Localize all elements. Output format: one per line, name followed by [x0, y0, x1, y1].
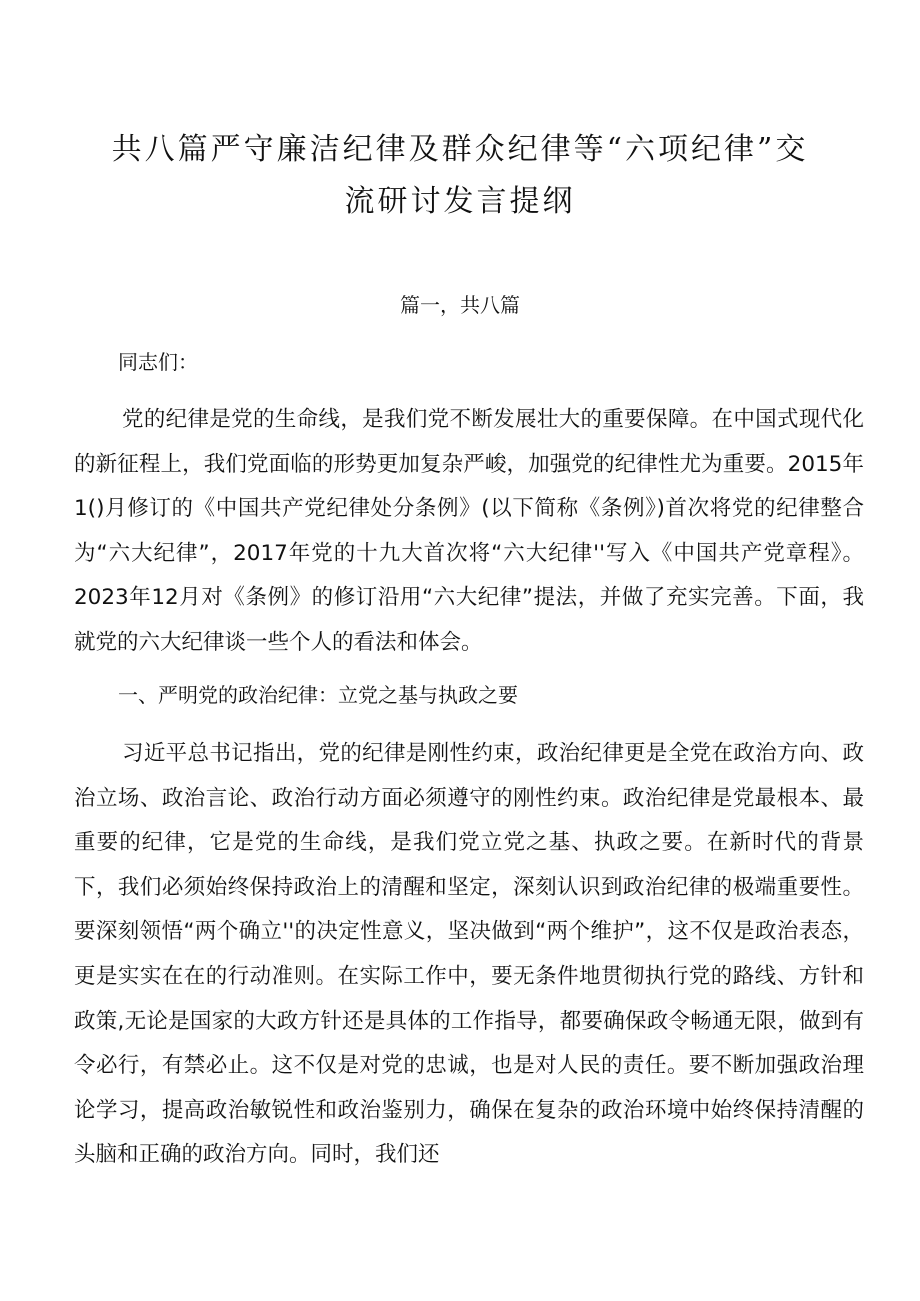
salutation: 同志们： [118, 350, 198, 374]
title-line-1: 共八篇严守廉洁纪律及群众纪律等“六项纪律”交 [111, 132, 809, 167]
section-heading-1: 一、严明党的政治纪律：立党之基与执政之要 [118, 683, 518, 707]
document-title [60, 124, 860, 228]
body-paragraph: 习近平总书记指出，党的纪律是刚性约束，政治纪律更是全党在政治方向、政治立场、政治言论、政治行动方面必须遵守的刚性约束。政治纪律是党最根本、最重要的纪律，它是党的生命线，是我们党立党之基、执政之要。在新时代的背景下，我们必须始终保持政治上的清醒和坚定，深刻认识到政治纪律的极端重要性。要深刻领悟“两个确立''的决定性意义，坚决做到“两个维护”，这不仅是政治表态，更是实实在在的行动准则。在实际工作中，要无条件地贯彻执行党的路线、方针和政策,无论是国家的大政方针还是具体的工作指导，都要确保政令畅通无限，做到有令必行，有禁必止。这不仅是对党的忠诚，也是对人民的责任。要不断加强政治理论学习，提高政治敏锐性和政治鉴别力，确保在复杂的政治环境中始终保持清醒的头脑和正确的政治方向。同时，我们还 [74, 741, 864, 1168]
title-line-2: 流研讨发言提纲 [344, 184, 576, 219]
section-subheading: 篇一，共八篇 [400, 293, 520, 317]
intro-paragraph: 党的纪律是党的生命线，是我们党不断发展壮大的重要保障。在中国式现代化的新征程上，我们党面临的形势更加复杂严峻，加强党的纪律性尤为重要。2015年1()月修订的《中国共产党纪律处分条例》(以下简称《条例》)首次将党的纪律整合为“六大纪律”，2017年党的十九大首次将“六大纪律''写入《中国共产党章程》。2023年12月对《条例》的修订沿用“六大纪律”提法，并做了充实完善。下面，我就党的六大纪律谈一些个人的看法和体会。 [74, 407, 864, 655]
